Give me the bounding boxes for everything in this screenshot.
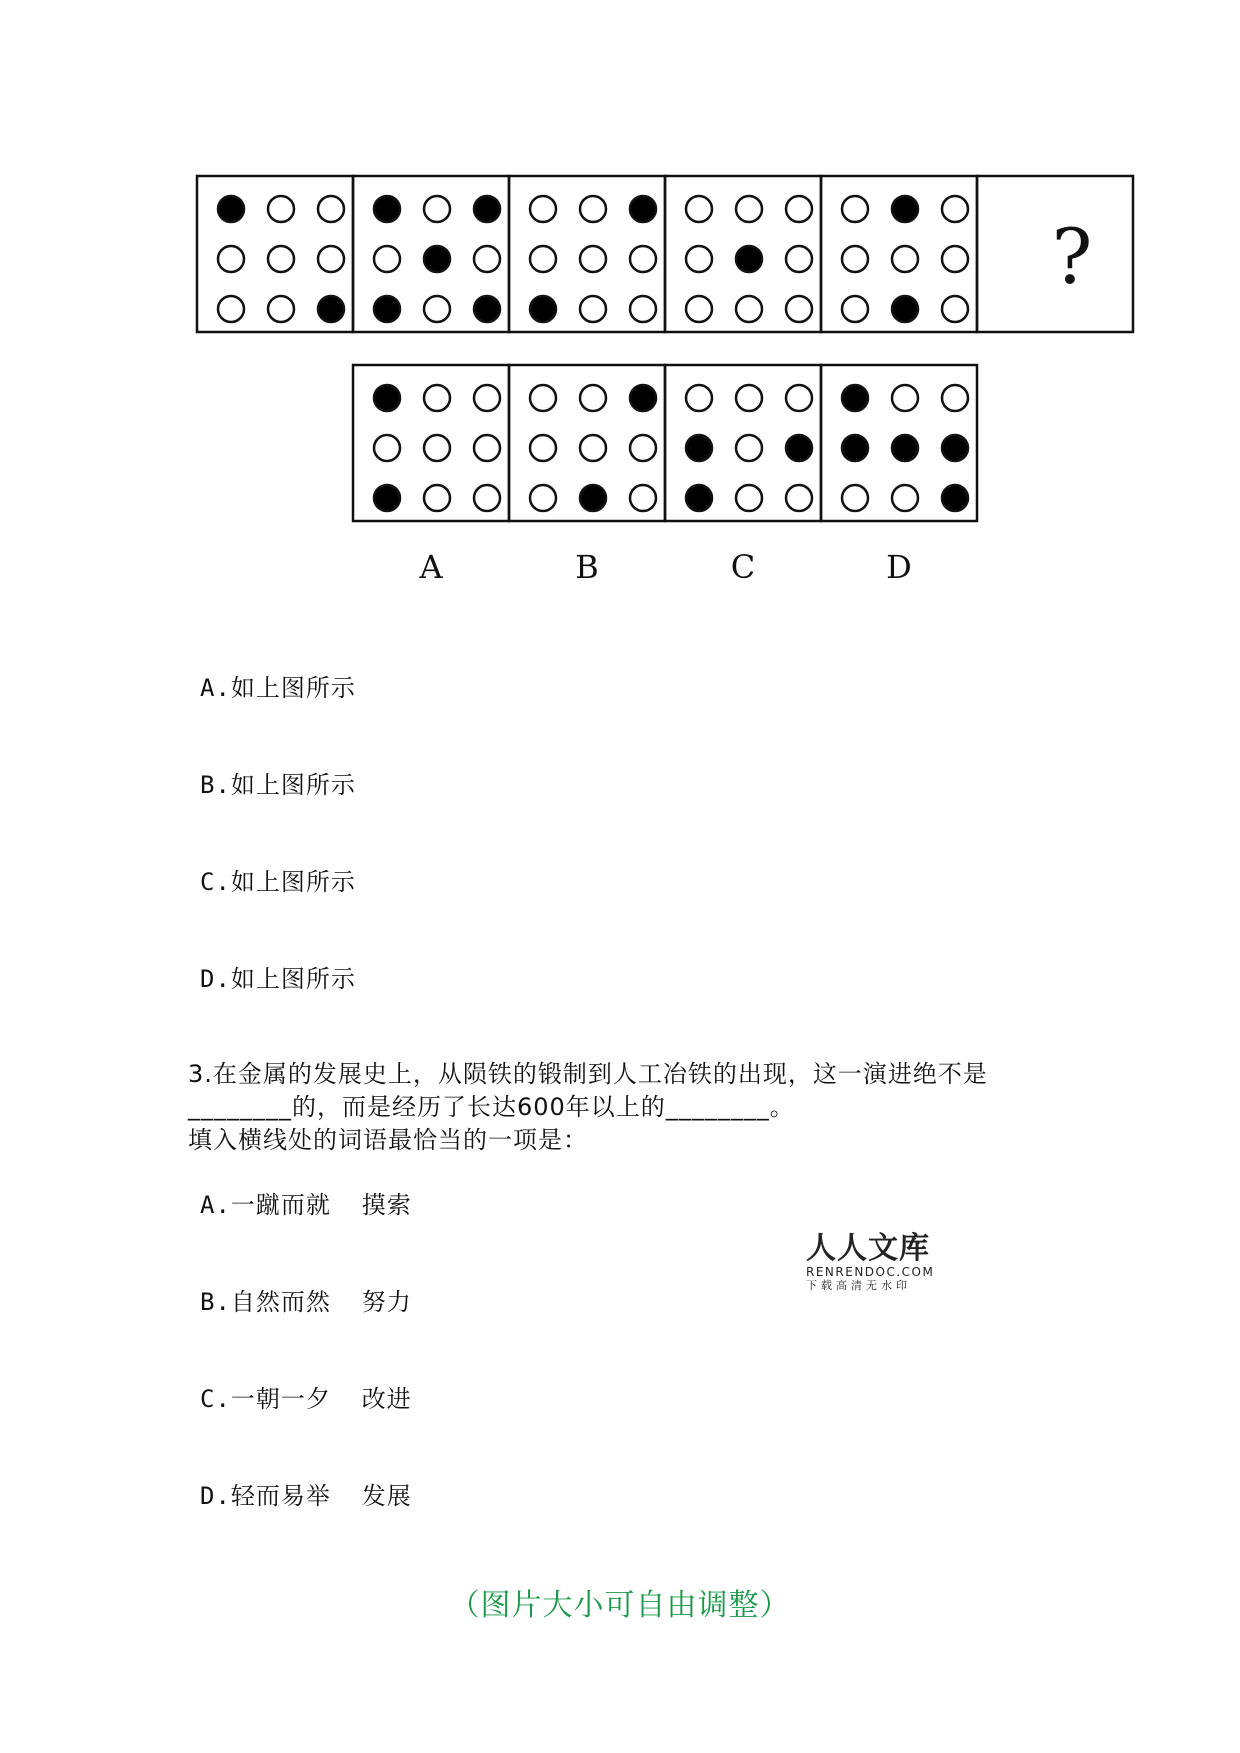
empty-dot bbox=[892, 246, 918, 272]
empty-dot bbox=[318, 246, 344, 272]
filled-dot bbox=[374, 385, 400, 411]
filled-dot bbox=[686, 485, 712, 511]
choice-label-a: A bbox=[419, 548, 443, 586]
empty-dot bbox=[892, 385, 918, 411]
sequence-row bbox=[197, 176, 1133, 332]
empty-dot bbox=[268, 196, 294, 222]
q2-option-b[interactable]: B.如上图所示 bbox=[200, 771, 356, 799]
empty-dot bbox=[424, 196, 450, 222]
filled-dot bbox=[374, 485, 400, 511]
choice-d-grid bbox=[821, 365, 977, 521]
watermark-subtitle: 下载高清无水印 bbox=[806, 1279, 911, 1292]
empty-dot bbox=[630, 296, 656, 322]
empty-dot bbox=[424, 485, 450, 511]
filled-dot bbox=[892, 196, 918, 222]
question-3 bbox=[188, 1058, 1088, 1157]
empty-dot bbox=[374, 435, 400, 461]
choice-label-c: C bbox=[730, 548, 756, 586]
empty-dot bbox=[786, 385, 812, 411]
sequence-cell-1 bbox=[197, 176, 353, 332]
empty-dot bbox=[530, 385, 556, 411]
sequence-cell-2 bbox=[353, 176, 509, 332]
empty-dot bbox=[580, 385, 606, 411]
filled-dot bbox=[630, 385, 656, 411]
empty-dot bbox=[736, 196, 762, 222]
filled-dot bbox=[374, 196, 400, 222]
choices-row bbox=[353, 365, 977, 586]
choice-label-b: B bbox=[575, 548, 599, 586]
empty-dot bbox=[686, 196, 712, 222]
empty-dot bbox=[786, 196, 812, 222]
empty-dot bbox=[530, 246, 556, 272]
empty-dot bbox=[318, 196, 344, 222]
q3-option-c[interactable]: C.一朝一夕 改进 bbox=[200, 1385, 412, 1413]
filled-dot bbox=[786, 435, 812, 461]
empty-dot bbox=[942, 246, 968, 272]
empty-dot bbox=[630, 485, 656, 511]
q3-stem-line-2: ________的，而是经历了长达600年以上的________。 bbox=[188, 1093, 795, 1121]
q3-option-d[interactable]: D.轻而易举 发展 bbox=[200, 1482, 412, 1510]
filled-dot bbox=[892, 435, 918, 461]
empty-dot bbox=[892, 485, 918, 511]
filled-dot bbox=[424, 246, 450, 272]
filled-dot bbox=[842, 435, 868, 461]
q3-option-a[interactable]: A.一蹴而就 摸索 bbox=[200, 1191, 412, 1219]
empty-dot bbox=[842, 296, 868, 322]
empty-dot bbox=[736, 385, 762, 411]
watermark-url: RENRENDOC.COM bbox=[806, 1265, 935, 1279]
q2-option-d[interactable]: D.如上图所示 bbox=[200, 965, 356, 993]
empty-dot bbox=[268, 246, 294, 272]
empty-dot bbox=[424, 435, 450, 461]
empty-dot bbox=[580, 196, 606, 222]
empty-dot bbox=[424, 385, 450, 411]
q2-option-c[interactable]: C.如上图所示 bbox=[200, 868, 356, 896]
empty-dot bbox=[736, 485, 762, 511]
empty-dot bbox=[736, 296, 762, 322]
filled-dot bbox=[318, 296, 344, 322]
choice-a-grid bbox=[353, 365, 509, 521]
q3-prompt: 填入横线处的词语最恰当的一项是： bbox=[188, 1126, 588, 1154]
empty-dot bbox=[474, 246, 500, 272]
sequence-cell-5 bbox=[821, 176, 977, 332]
empty-dot bbox=[530, 435, 556, 461]
filled-dot bbox=[736, 246, 762, 272]
q3-stem-line-1: 3.在金属的发展史上，从陨铁的锻制到人工冶铁的出现，这一演进绝不是 bbox=[188, 1060, 988, 1088]
choice-b-grid bbox=[509, 365, 665, 521]
empty-dot bbox=[842, 196, 868, 222]
empty-dot bbox=[842, 246, 868, 272]
filled-dot bbox=[842, 385, 868, 411]
filled-dot bbox=[474, 196, 500, 222]
empty-dot bbox=[530, 196, 556, 222]
filled-dot bbox=[942, 485, 968, 511]
filled-dot bbox=[686, 435, 712, 461]
filled-dot bbox=[892, 296, 918, 322]
watermark-logo bbox=[806, 1233, 936, 1293]
filled-dot bbox=[630, 196, 656, 222]
empty-dot bbox=[218, 296, 244, 322]
empty-dot bbox=[736, 435, 762, 461]
q2-option-a[interactable]: A.如上图所示 bbox=[200, 674, 356, 702]
empty-dot bbox=[686, 385, 712, 411]
q3-option-b[interactable]: B.自然而然 努力 bbox=[200, 1288, 412, 1316]
empty-dot bbox=[474, 485, 500, 511]
empty-dot bbox=[942, 196, 968, 222]
watermark-title: 人人文库 bbox=[806, 1231, 930, 1266]
filled-dot bbox=[580, 485, 606, 511]
choice-label-d: D bbox=[886, 548, 912, 586]
empty-dot bbox=[580, 435, 606, 461]
empty-dot bbox=[474, 435, 500, 461]
filled-dot bbox=[530, 296, 556, 322]
empty-dot bbox=[218, 246, 244, 272]
empty-dot bbox=[786, 485, 812, 511]
empty-dot bbox=[786, 246, 812, 272]
empty-dot bbox=[474, 385, 500, 411]
filled-dot bbox=[474, 296, 500, 322]
empty-dot bbox=[530, 485, 556, 511]
empty-dot bbox=[942, 385, 968, 411]
empty-dot bbox=[686, 246, 712, 272]
empty-dot bbox=[630, 246, 656, 272]
empty-dot bbox=[686, 296, 712, 322]
sequence-cell-4 bbox=[665, 176, 821, 332]
empty-dot bbox=[842, 485, 868, 511]
empty-dot bbox=[942, 296, 968, 322]
choice-c-grid bbox=[665, 365, 821, 521]
sequence-cell-3 bbox=[509, 176, 665, 332]
empty-dot bbox=[374, 246, 400, 272]
empty-dot bbox=[424, 296, 450, 322]
empty-dot bbox=[786, 296, 812, 322]
empty-dot bbox=[580, 246, 606, 272]
empty-dot bbox=[630, 435, 656, 461]
filled-dot bbox=[218, 196, 244, 222]
filled-dot bbox=[942, 435, 968, 461]
question-mark: ? bbox=[1051, 212, 1093, 301]
empty-dot bbox=[268, 296, 294, 322]
puzzle-figure bbox=[0, 0, 1240, 600]
empty-dot bbox=[580, 296, 606, 322]
footer-note: （图片大小可自由调整） bbox=[449, 1588, 791, 1623]
filled-dot bbox=[374, 296, 400, 322]
